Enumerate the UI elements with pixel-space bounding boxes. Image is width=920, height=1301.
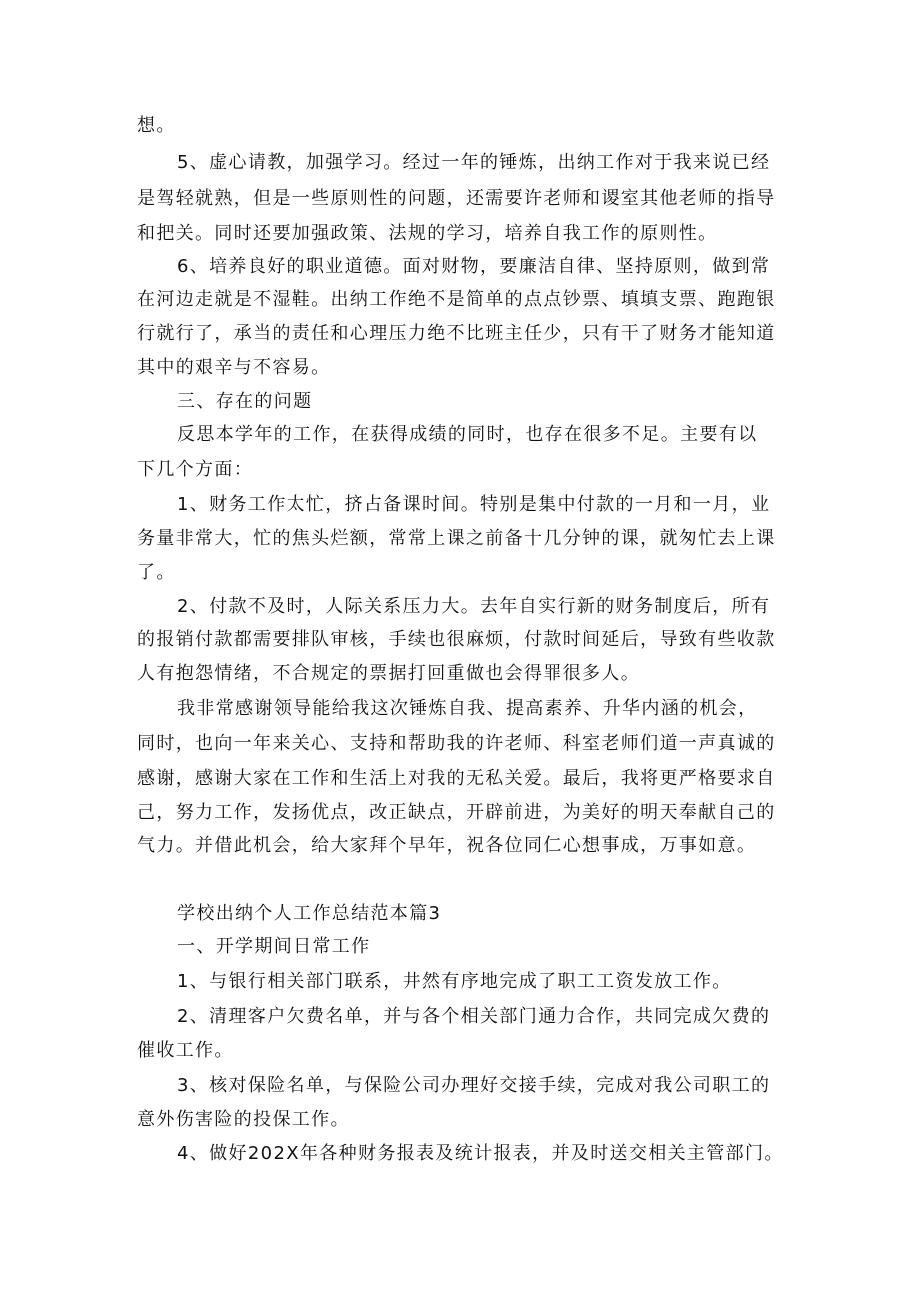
paragraph-line: 1、财务工作太忙，挤占备课时间。特别是集中付款的一月和一月，业 xyxy=(177,494,771,515)
section-heading: 一、开学期间日常工作 xyxy=(177,936,371,957)
paragraph-line: 想。 xyxy=(137,115,176,136)
paragraph-line: 4、做好202X年各种财务报表及统计报表，并及时送交相关主管部门。 xyxy=(177,1143,784,1164)
paragraph-line: 感谢，感谢大家在工作和生活上对我的无私关爱。最后，我将更严格要求自 xyxy=(137,768,776,789)
paragraph-line: 我非常感谢领导能给我这次锤炼自我、提高素养、升华内涵的机会， xyxy=(177,698,758,719)
paragraph-line: 和把关。同时还要加强政策、法规的学习，培养自我工作的原则性。 xyxy=(137,223,718,244)
paragraph-line: 反思本学年的工作，在获得成绩的同时，也存在很多不足。主要有以 xyxy=(177,424,758,445)
section-heading: 三、存在的问题 xyxy=(177,391,313,412)
paragraph-line: 务量非常大，忙的焦头烂额，常常上课之前备十几分钟的课，就匆忙去上课 xyxy=(137,528,776,549)
paragraph-line: 下几个方面： xyxy=(137,459,254,480)
paragraph-line: 6、培养良好的职业道德。面对财物，要廉洁自律、坚持原则，做到常 xyxy=(177,256,771,277)
paragraph-line: 是驾轻就熟，但是一些原则性的问题，还需要许老师和谡室其他老师的指导 xyxy=(137,188,776,209)
paragraph-line: 意外伤害险的投保工作。 xyxy=(137,1109,350,1130)
paragraph-line: 1、与银行相关部门联系，井然有序地完成了职工工资发放工作。 xyxy=(177,971,732,992)
paragraph-line: 同时，也向一年来关心、支持和帮助我的许老师、科室老师们道一声真诚的 xyxy=(137,733,776,754)
paragraph-line: 己，努力工作，发扬优点，改正缺点，开辟前进，为美好的明天奉献自己的 xyxy=(137,802,776,823)
paragraph-line: 行就行了，承当的责任和心理压力绝不比班主任少，只有干了财务才能知道 xyxy=(137,323,776,344)
paragraph-line: 3、核对保险名单，与保险公司办理好交接手续，完成对我公司职工的 xyxy=(177,1075,771,1096)
paragraph-line: 5、虚心请教，加强学习。经过一年的锤炼，出纳工作对于我来说已经 xyxy=(177,152,771,173)
section-title: 学校出纳个人工作总结范本篇3 xyxy=(177,903,442,924)
paragraph-line: 的报销付款都需要排队审核，手续也很麻烦，付款时间延后，导致有些收款 xyxy=(137,629,776,650)
paragraph-line: 2、付款不及时，人际关系压力大。去年自实行新的财务制度后，所有 xyxy=(177,596,771,617)
paragraph-line: 催收工作。 xyxy=(137,1040,234,1061)
paragraph-line: 人有抱怨情绪，不合规定的票据打回重做也会得罪很多人。 xyxy=(137,663,641,684)
paragraph-line: 在河边走就是不湿鞋。出纳工作绝不是简单的点点钞票、填填支票、跑跑银 xyxy=(137,289,776,310)
paragraph-line: 了。 xyxy=(137,562,176,583)
paragraph-line: 气力。并借此机会，给大家拜个早年，祝各位同仁心想事成，万事如意。 xyxy=(137,835,757,856)
paragraph-line: 2、清理客户欠费名单，并与各个相关部门通力合作，共同完成欠费的 xyxy=(177,1006,771,1027)
paragraph-line: 其中的艰辛与不容易。 xyxy=(137,357,331,378)
